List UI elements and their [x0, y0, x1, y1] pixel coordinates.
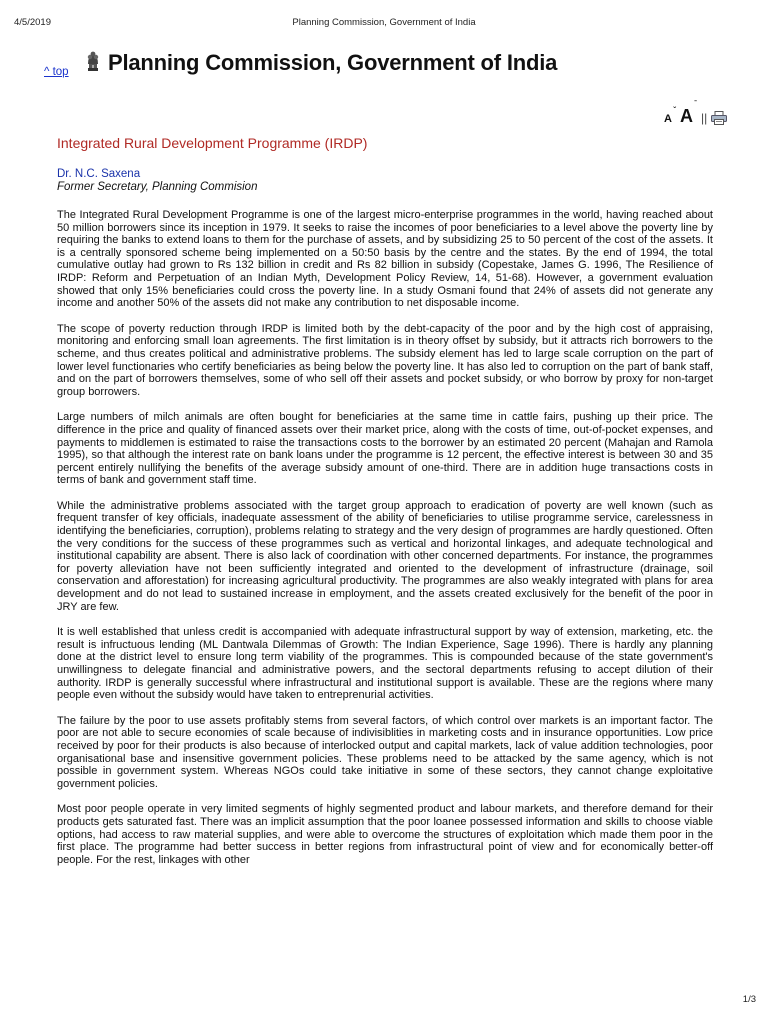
print-page-title: Planning Commission, Government of India	[292, 17, 476, 28]
paragraph: It is well established that unless credit is accompanied with adequate infrastructural support by way of extension, marketing, etc. the result is infructuous lending (ML Dantwala Dilemmas of Growth: The Indian Experience, Sage 1996). There is hardly any planning done at the district level to ensure long term viability of the programmes. This is compounded because of the state government's unwillingness to delegate financial and administrative powers, and the sectoral departments refusing to accept dilution of their authority. IRDP is generally successful where infrastructural and institutional support is available. These are the regions where many people even without the subsidy would have taken to entreprenurial activities.	[57, 626, 713, 702]
page-number: 1/3	[742, 994, 756, 1005]
author-role: Former Secretary, Planning Commision	[57, 181, 258, 193]
back-to-top-link[interactable]: ^ top	[44, 66, 69, 78]
paragraph: The Integrated Rural Development Programme is one of the largest micro-enterprise programmes in the world, having reached about 50 million borrowers since its inception in 1979. It seeks to raise the incomes of poor beneficiaries to a level above the poverty line by requiring the banks to extend loans to them for the purchase of assets, and by subsidizing 25 to 50 percent of the cost of the assets. It is a centrally sponsored scheme being implemented on a 50:50 basis by the centre and the states. By the end of 1994, the total cumulative outlay had grown to Rs 132 billion in credit and Rs 82 billion in subsidy (Copestake, James G. 1996, The Resilience of IRDP: Reform and Perpetuation of an Indian Myth, Development Policy Review, 14, 51-68). However, a government evaluation showed that only 15% beneficiaries could cross the poverty line. In a study Osmani found that 24% of assets did not generate any income and another 50% of the assets did not make any contribution to net disposable income.	[57, 209, 713, 310]
paragraph: Most poor people operate in very limited segments of highly segmented product and labour markets, and therefore demand for their products gets saturated fast. There was an implicit assumption that the poor loanee possessed information and skills to choose viable options, had access to raw material supplies, and were able to overcome the structures of exploitation which made them poor in the first place. The programme had better success in better regions from infrastructural point of view and for economically better-off people. For the rest, linkages with other	[57, 803, 713, 866]
paragraph: While the administrative problems associated with the target group approach to eradication of poverty are well known (such as frequent transfer of key officials, inadequate assessment of the ability of beneficiaries to utilise programme service, carelessness in identifying the beneficiaries, corruption), problems relating to strategy and the very design of programmes are hardly questioned. Often the very conditions for the success of these programmes such as vertical and horizontal linkages, and adequate technological and institutional capability are absent. There is also lack of coordination with other concerned departments. For instance, the programmes for poverty alleviation have not been sufficiently integrated and oriented to the development of infrastructure (drainage, soil conservation and afforestation) for increasing agricultural productivity. The programmes are also weakly integrated with plans for area development and do not lead to sustained increase in employment, and the assets created exclusively for the benefit of the poor in JRY are few.	[57, 499, 713, 613]
site-title: Planning Commission, Government of India	[108, 50, 558, 75]
increase-text-size-button[interactable]: A ˉ	[679, 99, 697, 126]
article-body	[57, 209, 713, 879]
paragraph: The failure by the poor to use assets profitably stems from several factors, of which control over markets is an important factor. The poor are not able to secure economies of scale because of indivisiblities in marketing costs and in insurance opportunities. Low price received by poor for their products is also because of interlocked output and capital markets, lack of value addition technologies, poor organisational base and insensitive government policies. These problems need to be attacked by the same agency, which is not possible in government system. Whereas NGOs could take initiative in some of these sectors, they cannot change exploitative government policies.	[57, 714, 713, 790]
paragraph: The scope of poverty reduction through IRDP is limited both by the debt-capacity of the poor and by the high cost of appraising, monitoring and enforcing small loan agreements. The first limitation is in theory offset by subsidy, but it attracts rich borrowers to the scheme, and thus creates political and administrative problems. The subsidy element has led to large scale corruption on the part of lower level functionaries who certify beneficiaries as being below the poverty line. It has also led to corruption on the part of bank staff, and on the part of borrowers themselves, some of who sell off their assets and pocket subsidy, or who borrow by proxy for non-target group borrowers.	[57, 322, 713, 398]
author-name: Dr. N.C. Saxena	[57, 168, 141, 180]
tools-separator: ||	[700, 111, 708, 125]
article-title: Integrated Rural Development Programme (IRDP)	[57, 135, 368, 151]
national-emblem-icon	[84, 49, 102, 73]
decrease-text-size-button[interactable]: A ˇ	[664, 106, 676, 125]
paragraph: Large numbers of milch animals are often bought for beneficiaries at the same time in cattle fairs, pushing up their price. The difference in the price and quality of financed assets over their market price, along with the costs of time, out-of-pocket expenses, and payments to middlemen is estimated to raise the transactions costs to the borrower by an estimated 20 percent (Mahajan and Ramola 1995), so that although the interest rate on bank loans under the programme is 12 percent, the effective interest is between 30 and 35 percent entirely nullifying the benefits of the average subsidy amount of one-third. There are in addition huge transactions costs in terms of bank and government staff time.	[57, 411, 713, 487]
page-tools	[664, 99, 727, 126]
print-icon[interactable]	[711, 111, 727, 125]
print-date: 4/5/2019	[14, 17, 51, 28]
